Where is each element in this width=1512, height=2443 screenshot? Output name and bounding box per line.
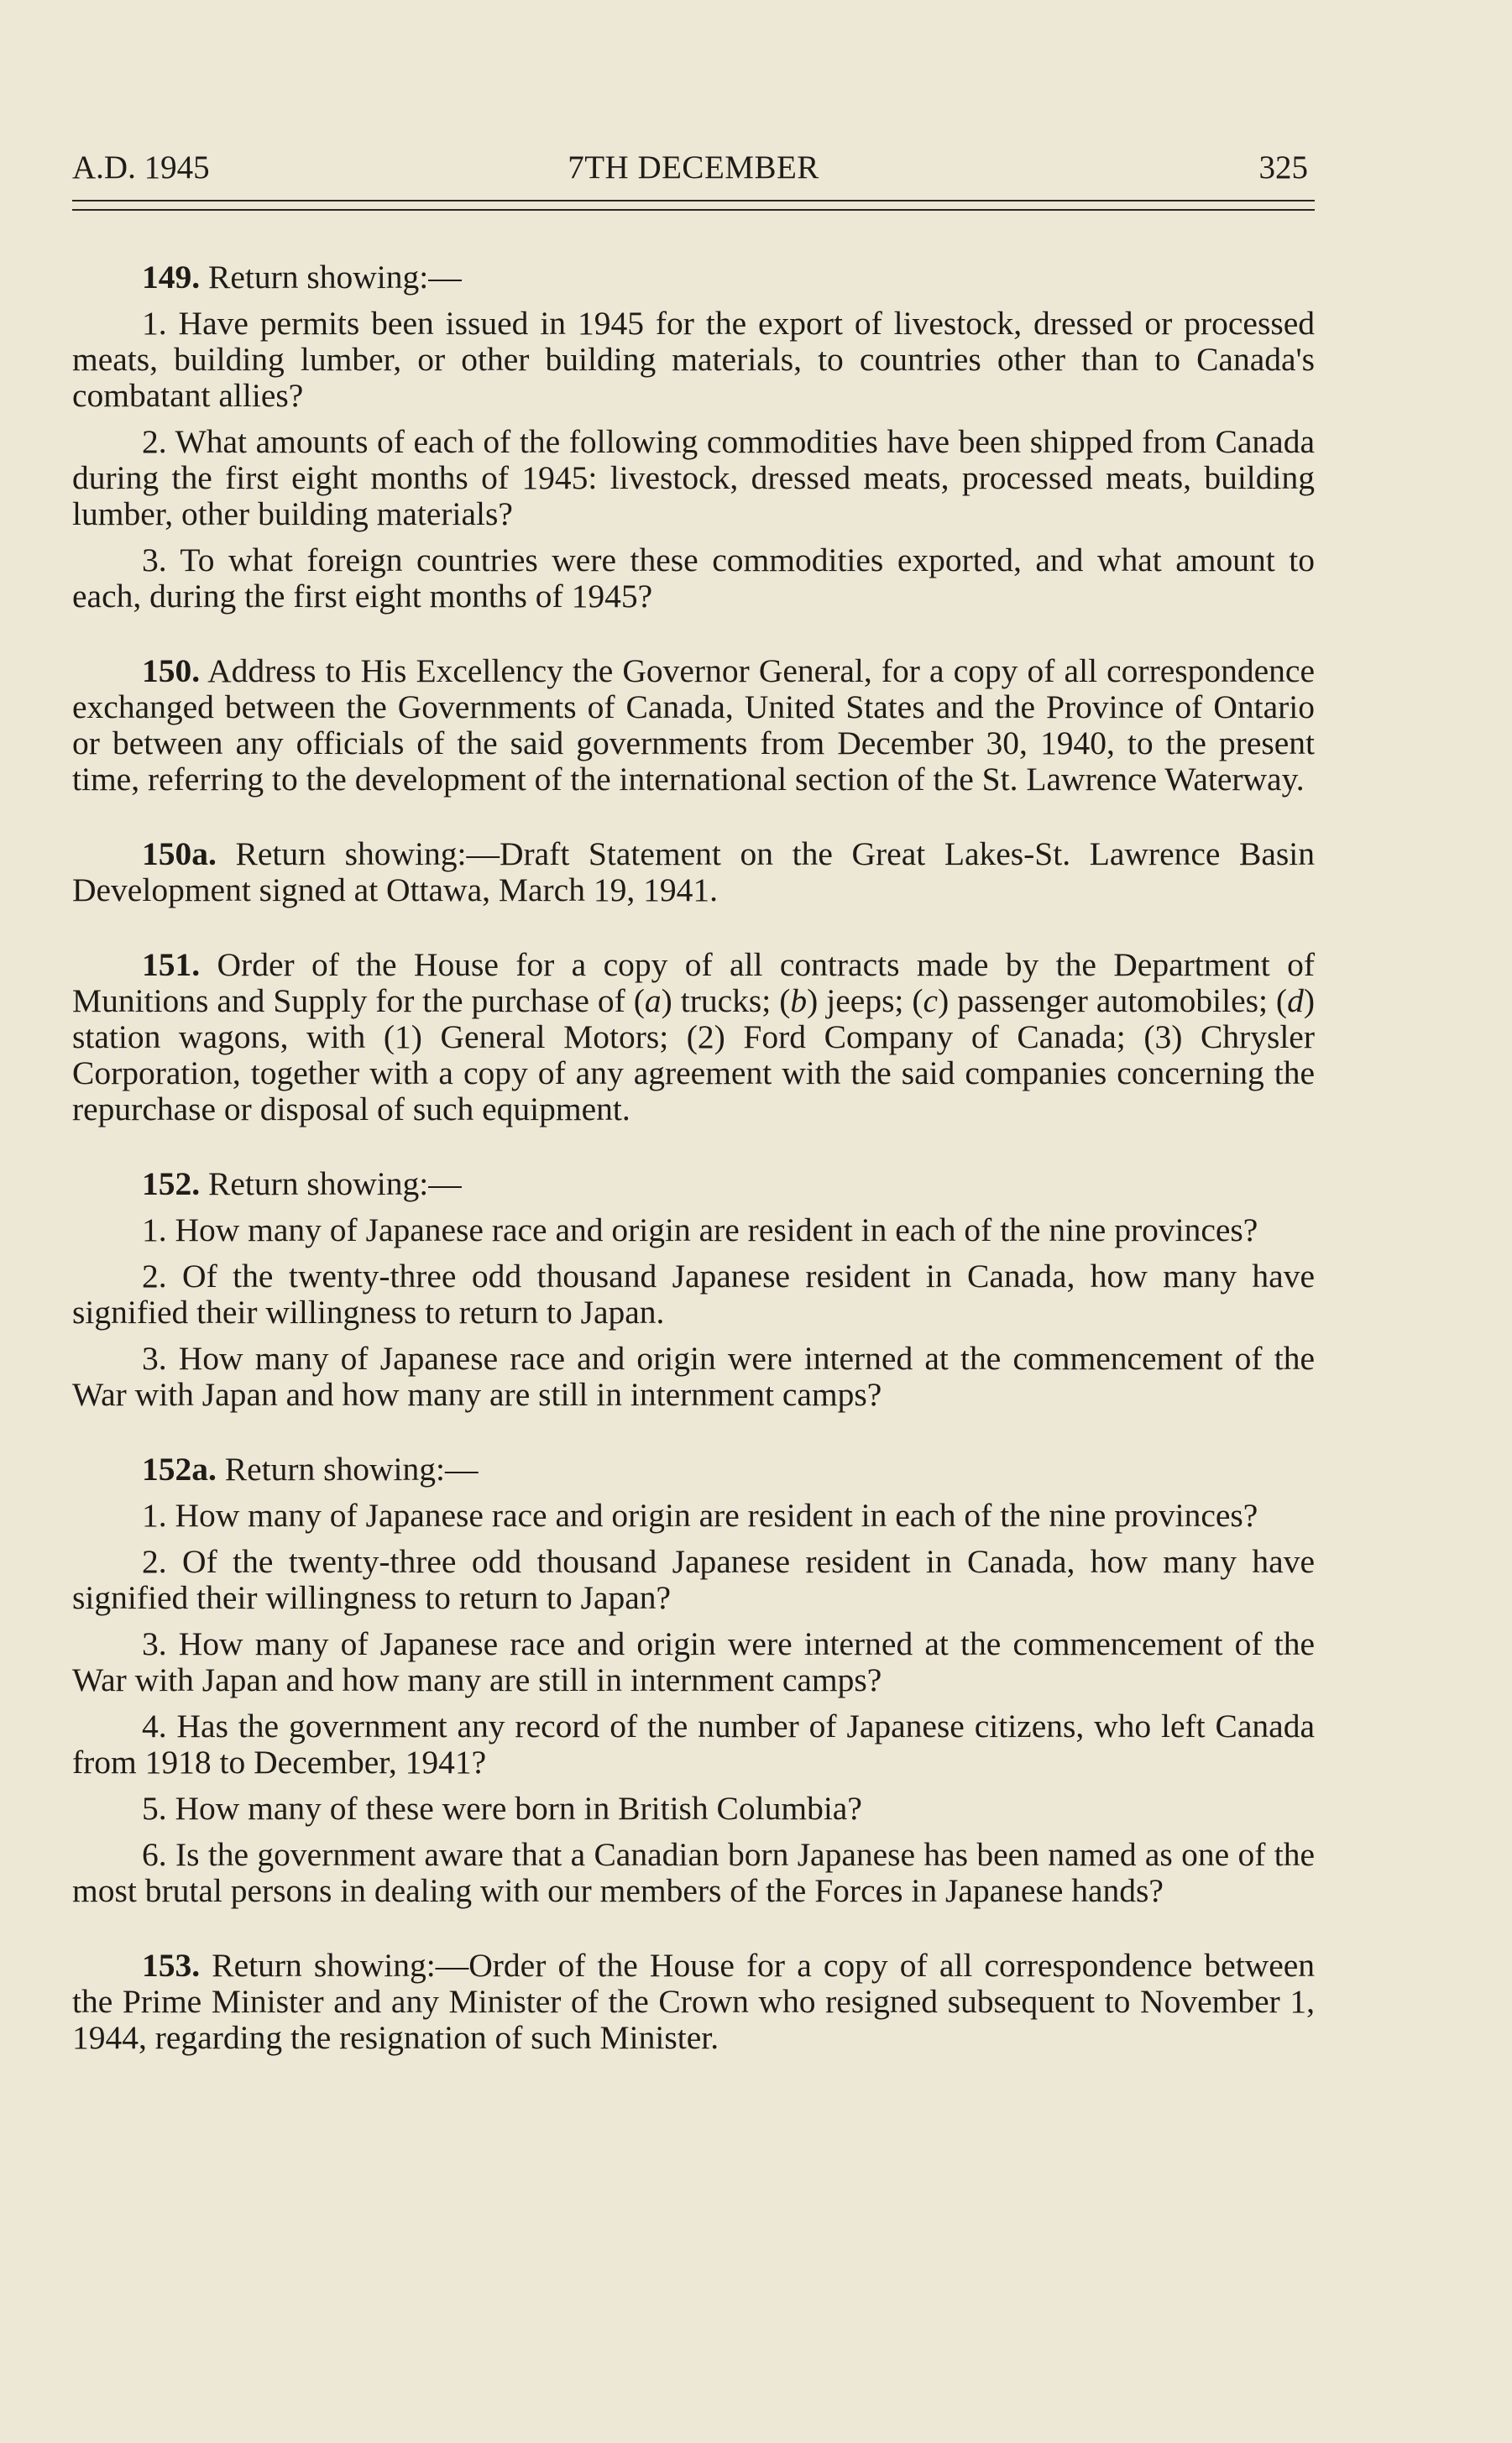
question-item: 3. How many of Japanese race and origin were interned at the commencement of the War with Japan and how many are still in internment camps? [72,1625,1315,1698]
question-item: 2. Of the twenty-three odd thousand Japanese resident in Canada, how many have signified their willingness to return to Japan? [72,1543,1315,1616]
italic-letter: a [644,982,662,1019]
running-head [72,143,1315,193]
header-double-rule [72,200,1315,211]
entry-lead: Return showing:—Order of the House for a copy of all correspondence between the Prime Minister and any Minister of the Crown who resigned subsequent to November 1, 1944, regarding the resignation of such Minister. [72,1947,1316,2056]
question-item: 3. To what foreign countries were these commodities exported, and what amount to each, during the first eight months of 1945? [72,541,1315,615]
entry-lead-part: ) trucks; ( [661,982,791,1019]
entry-heading [72,947,1315,1127]
entry-number: 149. [142,259,201,296]
page-content [72,259,1315,2056]
question-item: 6. Is the government aware that a Canadian born Japanese has been named as one of the most brutal persons in dealing with our members of the Forces in Japanese hands? [72,1836,1315,1909]
entry-151 [72,947,1315,1127]
entry-heading [72,259,1315,296]
entry-lead-part: ) passenger automobiles; ( [938,982,1288,1019]
question-item: 3. How many of Japanese race and origin were interned at the commencement of the War with Japan and how many are still in internment camps? [72,1340,1315,1413]
entry-heading [72,1452,1315,1488]
entry-number: 150. [142,652,201,689]
entry-149 [72,259,1315,615]
question-item: 5. How many of these were born in British Columbia? [142,1790,862,1827]
entry-lead: Return showing:—Draft Statement on the Great Lakes-St. Lawrence Basin Development signed at Ottawa, March 19, 1941. [72,835,1316,908]
question-item: 2. Of the twenty-three odd thousand Japanese resident in Canada, how many have signified their willingness to return to Japan. [72,1258,1315,1331]
entry-number: 150a. [142,835,217,872]
header-date: 7TH DECEMBER [568,149,819,186]
question-item: 1. How many of Japanese race and origin are resident in each of the nine provinces? [142,1497,1258,1534]
entry-153 [72,1948,1315,2056]
entry-heading [72,836,1315,908]
entry-lead: Return showing:— [208,259,462,296]
entry-152 [72,1166,1315,1413]
question-item: 1. Have permits been issued in 1945 for the export of livestock, dressed or processed meats, building lumber, or other building materials, to countries other than to Canada's combatant allies? [72,305,1315,414]
entry-heading [72,1166,1315,1202]
entry-lead: Return showing:— [224,1451,479,1488]
question-item: 1. How many of Japanese race and origin are resident in each of the nine provinces? [142,1211,1258,1248]
entry-heading [72,653,1315,798]
entry-heading [72,1948,1315,2056]
entry-number: 152a. [142,1451,217,1488]
entry-lead-part: ) jeeps; ( [807,982,923,1019]
question-item: 4. Has the government any record of the number of Japanese citizens, who left Canada from 1918 to December, 1941? [72,1708,1315,1781]
italic-letter: c [923,982,939,1019]
italic-letter: d [1287,982,1304,1019]
entry-lead: Address to His Excellency the Governor General, for a copy of all correspondence exchanged between the Governments of Canada, United States and the Province of Ontario or between any officials of the said governments from December 30, 1940, to the present time, referring to the development of the international section of the St. Lawrence Waterway. [72,652,1315,798]
header-year: A.D. 1945 [72,149,210,186]
italic-letter: b [790,982,808,1019]
entry-150a [72,836,1315,908]
entry-150 [72,653,1315,798]
entry-lead-part: ) station wagons, with (1) General Motors; (2) Ford Company of Canada; (3) Chrysler Corporation, together with a copy of any agreement with the said companies concerning the repurchase or disposal of such equipment. [72,982,1315,1127]
entry-number: 153. [142,1947,201,1984]
entry-number: 151. [142,946,201,983]
entry-number: 152. [142,1165,201,1202]
entry-152a [72,1452,1315,1909]
page-number: 325 [1258,149,1308,186]
question-item: 2. What amounts of each of the following commodities have been shipped from Canada during the first eight months of 1945: livestock, dressed meats, processed meats, building lumber, other building materials? [72,423,1315,532]
entry-lead-part: Order of the House for a copy of all contracts made by the Department of Munitions and Supply for the purchase of ( [72,946,1316,1019]
entry-lead: Return showing:— [208,1165,462,1202]
